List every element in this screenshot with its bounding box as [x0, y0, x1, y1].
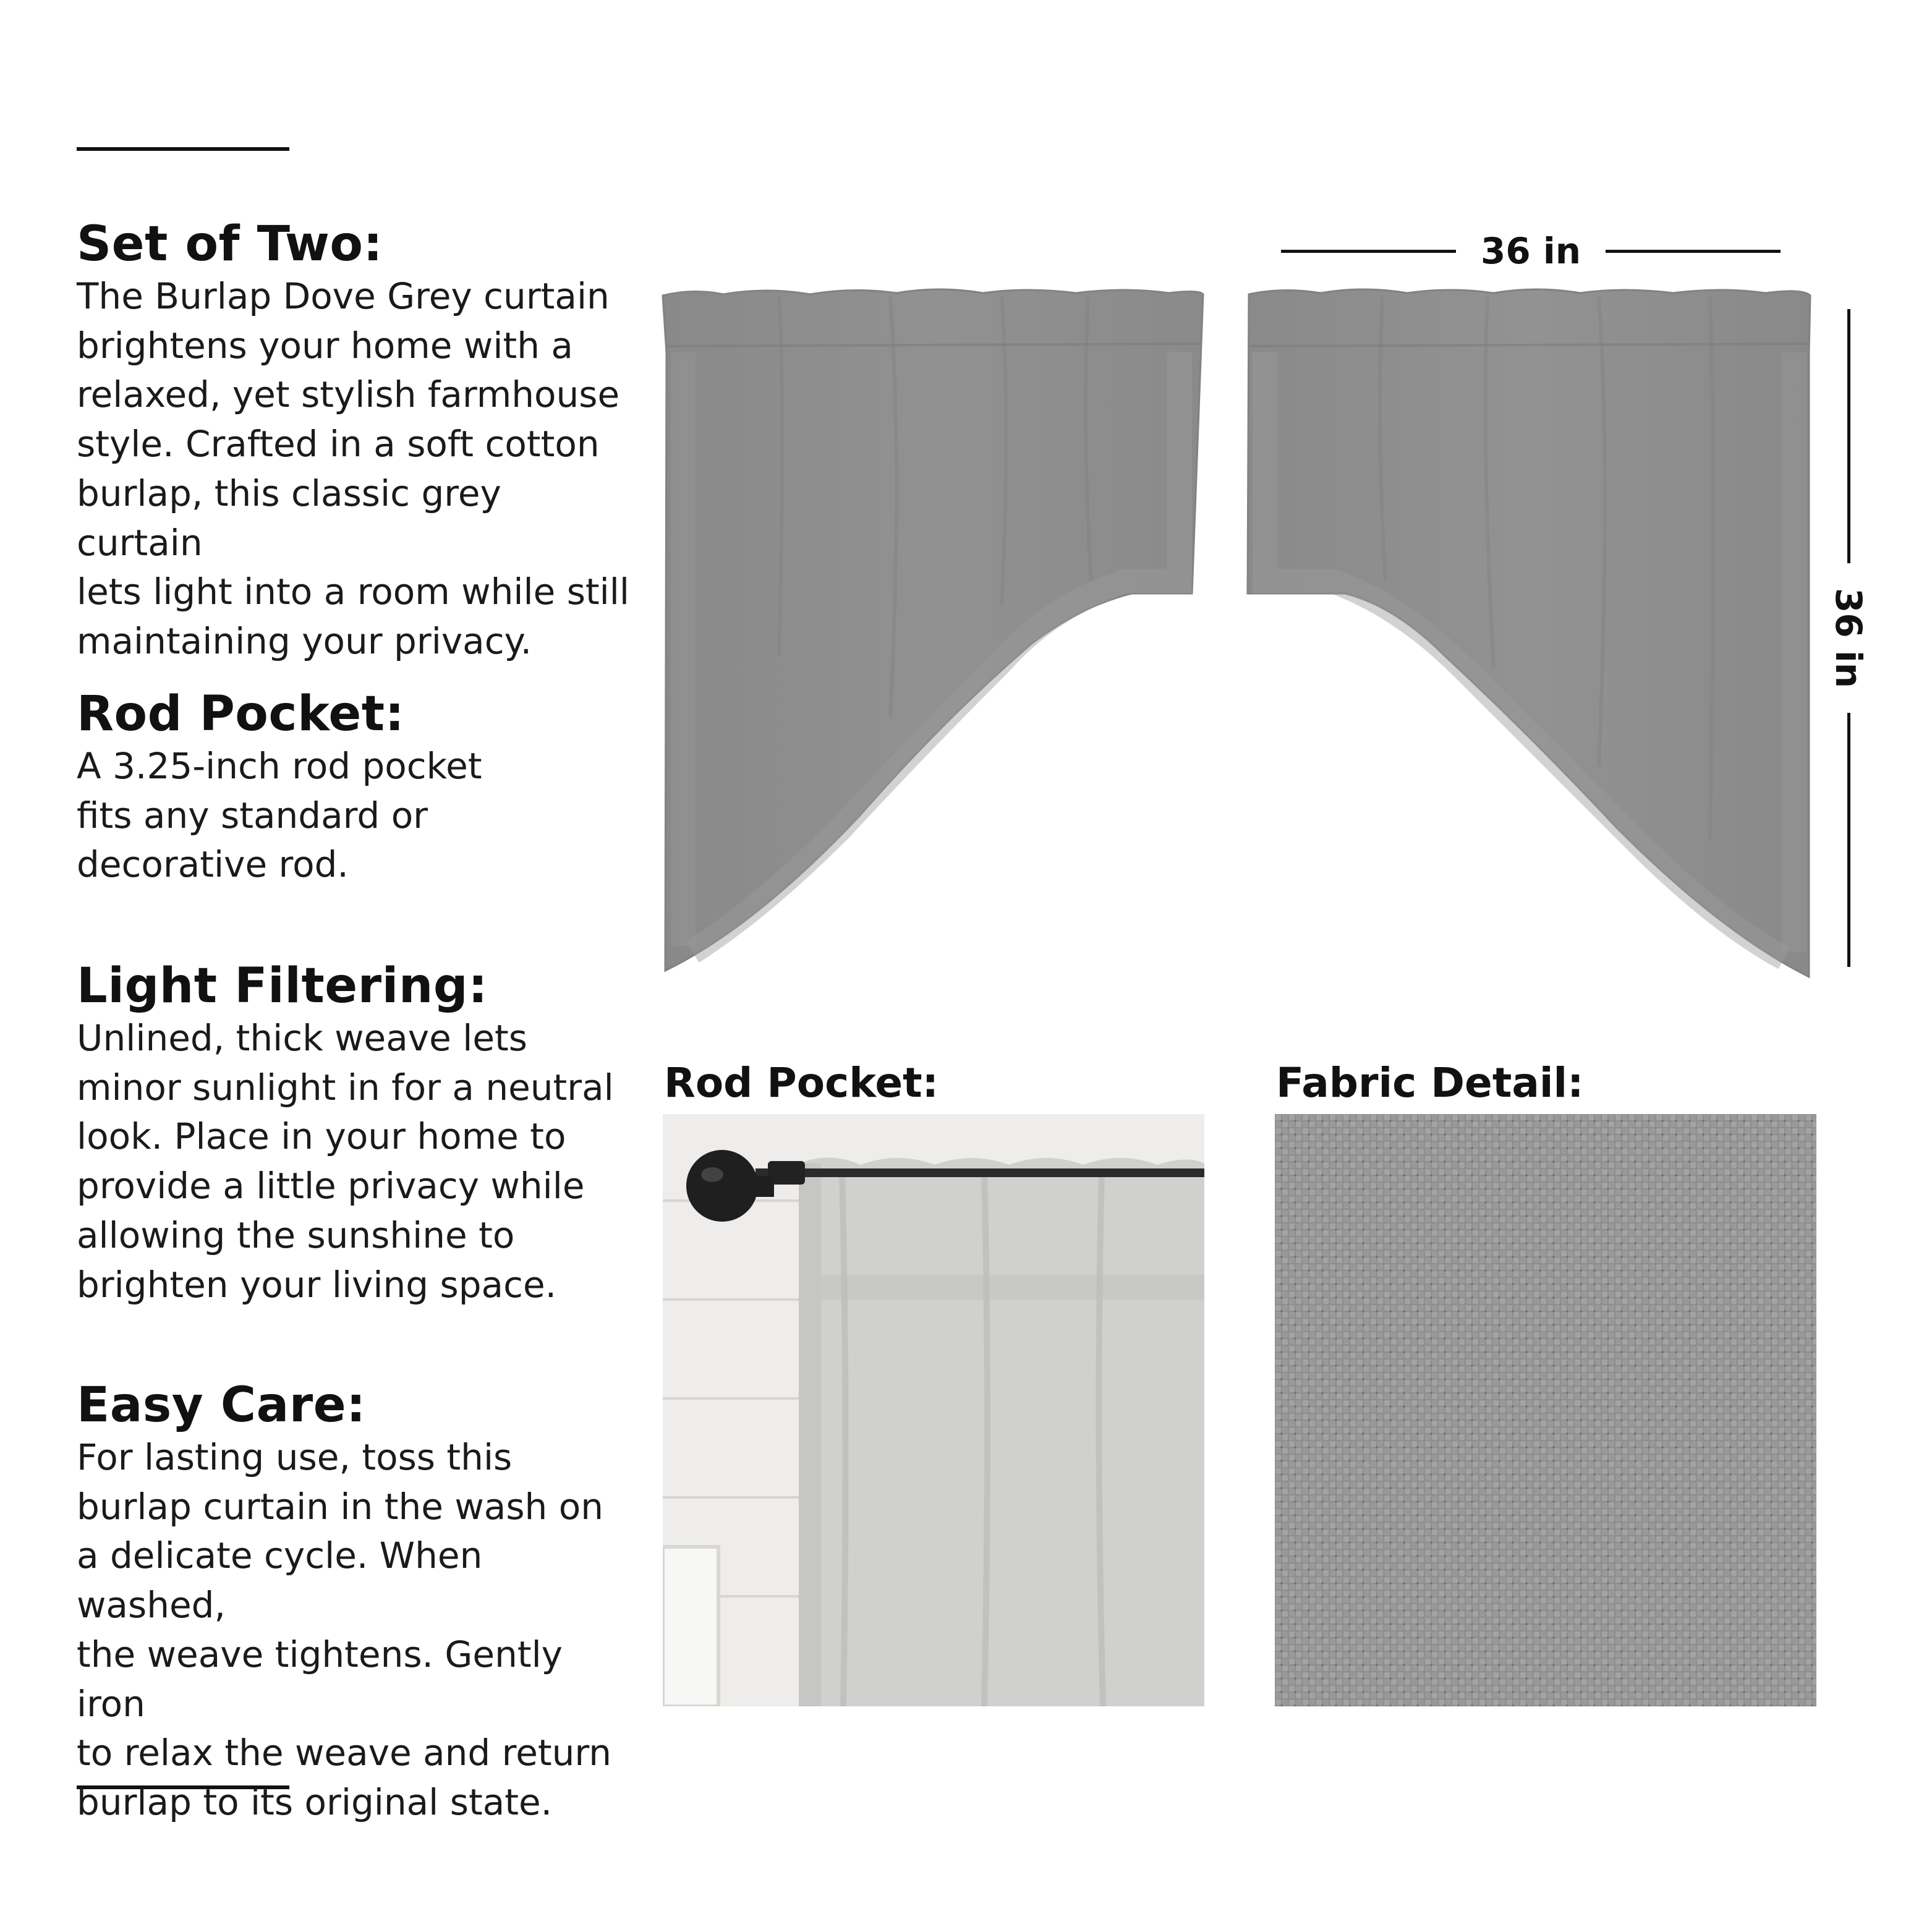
rod-pocket-photo [663, 1114, 1204, 1706]
swag-curtain-left [655, 284, 1212, 977]
section-light-filtering [77, 958, 633, 1309]
rod-pocket-caption: Rod Pocket: [664, 1059, 939, 1107]
dimension-line [1281, 250, 1456, 253]
section-title: Set of Two: [77, 216, 383, 272]
fabric-texture [1275, 1114, 1816, 1706]
height-dimension [1824, 309, 1873, 967]
section-set-of-two [77, 216, 633, 666]
dimension-line [1847, 713, 1850, 967]
swag-curtain-right [1240, 284, 1821, 983]
dimension-line [1847, 309, 1850, 563]
section-title: Easy Care: [77, 1377, 366, 1433]
fabric-detail-caption: Fabric Detail: [1276, 1059, 1584, 1107]
section-title: Light Filtering: [77, 958, 488, 1014]
section-title: Rod Pocket: [77, 686, 405, 742]
top-divider [77, 147, 289, 151]
section-body: A 3.25-inch rod pocket fits any standard or decorative rod. [77, 745, 482, 886]
rod-pocket-illustration [663, 1114, 1204, 1706]
dimension-line [1606, 250, 1781, 253]
section-body: Unlined, thick weave lets minor sunlight in for a neutral look. Place in your home to provide a little privacy while allowing the sunshine to brighten your living space. [77, 1017, 614, 1306]
width-label: 36 in [1480, 230, 1581, 272]
section-body: The Burlap Dove Grey curtain brightens your home with a relaxed, yet stylish farmhouse style. Crafted in a soft cotton burlap, this classic grey curtain lets light into a room while still maintaining your privacy. [77, 275, 630, 662]
height-label: 36 in [1828, 587, 1870, 689]
width-dimension [1281, 226, 1781, 276]
section-easy-care [77, 1377, 633, 1828]
section-body: For lasting use, toss this burlap curtain in the wash on a delicate cycle. When washed, the weave tightens. Gently iron to relax the weave and return burlap to its original state. [77, 1436, 611, 1823]
fabric-detail-photo [1275, 1114, 1816, 1706]
section-rod-pocket [77, 686, 633, 890]
